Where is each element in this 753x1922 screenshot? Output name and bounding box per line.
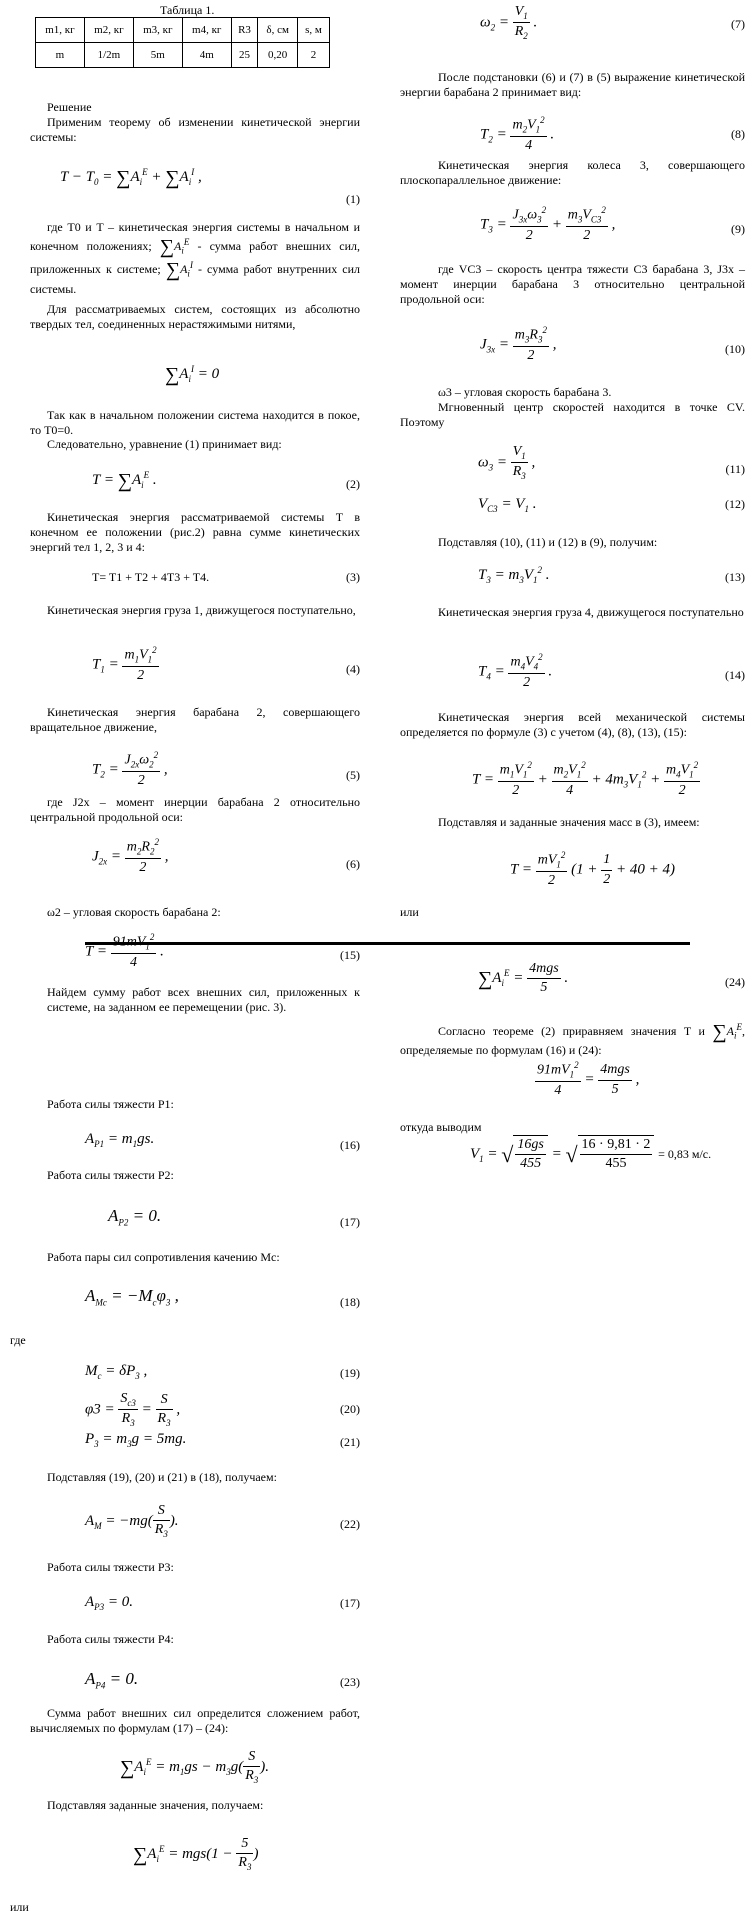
formula-v1: $V_1$ = √ $\frac{16gs}{455}$ = √ $\frac{16 \cdot 9,81 \cdot 2}{455}$ = 0,83 м/с. (470, 1135, 711, 1173)
td-delta: 0,20 (258, 43, 298, 68)
eq-num-21: (21) (340, 1435, 360, 1449)
eq-num-9: (9) (731, 222, 745, 236)
para-subst-masses: Подставляя и заданные значения масс в (3), имеем: (438, 815, 700, 829)
formula-T-total: T = $\frac{m_1V_1^2}{2}$ + $\frac{m_2V_1^2}{4}$ + $4m_3V_1^2$ + $\frac{m_4V_1^2}{2}$ (472, 760, 699, 799)
formula-23: $A_{P4} = 0$. (85, 1669, 139, 1691)
para-hence: откуда выводим (400, 1120, 482, 1134)
eq-num-17a: (17) (340, 1215, 360, 1229)
formula-11: $\omega_3$ = $\frac{V_1}{R_3}$ , (478, 444, 536, 482)
eq-num-15: (15) (340, 948, 360, 962)
para-consequently: Следовательно, уравнение (1) принимает вид: (47, 437, 282, 451)
formula-9: $T_3$ = $\frac{J_{3x}\omega_3^2}{2}$ + $\frac{m_3V_{C3}^2}{2}$ , (480, 205, 616, 244)
th-r3: R3 (231, 18, 258, 43)
table-row (36, 43, 330, 68)
formula-3: T= T1 + T2 + 4T3 + T4. (92, 570, 210, 584)
eq-num-18: (18) (340, 1295, 360, 1309)
formula-13: $T_3 = m_3V_1^2$ . (478, 565, 550, 585)
formula-16: $A_{P1} = m_1gs$. (85, 1131, 155, 1149)
formula-T-masses: T = $\frac{mV_1^2}{2}$ (1 + $\frac{1}{2}$ + 40 + 4) (510, 850, 675, 889)
td-r3: 25 (231, 43, 258, 68)
formula-4: $T_1$ = $\frac{m_1V_1^2}{2}$ (92, 645, 157, 684)
formula-15: T = $\frac{91mV_1^2}{4}$ . (85, 932, 164, 971)
para-rigid-bodies: Для рассматриваемых систем, состоящих из абсолютно твердых тел, соединенных нерастяжимыми нитями, (30, 302, 360, 331)
para-instant-center: Мгновенный центр скоростей находится в точке CV. Поэтому (400, 400, 745, 429)
eq-num-22: (22) (340, 1517, 360, 1531)
th-m3: m3, кг (133, 18, 182, 43)
td-m3: 5m (133, 43, 182, 68)
eq-num-5: (5) (346, 768, 360, 782)
formula-21: $P_3 = m_3g = 5mg$. (85, 1431, 187, 1449)
formula-2: $T = \sum A_i^E$ . (92, 470, 157, 492)
para-rest: Так как в начальном положении система находится в покое, то T0=0. (30, 408, 360, 437)
eq-num-24: (24) (725, 975, 745, 989)
td-m1: m (36, 43, 85, 68)
eq-num-12: (12) (725, 497, 745, 511)
formula-internal-zero: $\sum A_i^I = 0$ (165, 364, 220, 386)
para-subst-values: Подставляя заданные значения, получаем: (47, 1798, 264, 1812)
th-s: s, м (298, 18, 330, 43)
table-header-row (36, 18, 330, 43)
formula-14: $T_4$ = $\frac{m_4V_4^2}{2}$ . (478, 652, 553, 691)
eq-num-19: (19) (340, 1366, 360, 1380)
para-j2x: где J2x – момент инерции барабана 2 относительно центральной продольной оси: (30, 795, 360, 824)
para-body1: Кинетическая энергия груза 1, движущегося поступательно, (47, 603, 356, 617)
eq-num-2: (2) (346, 477, 360, 491)
th-m2: m2, кг (84, 18, 133, 43)
para-subst-10-12: Подставляя (10), (11) и (12) в (9), получим: (438, 535, 658, 549)
para-after-sub: После подстановки (6) и (7) в (5) выражение кинетической энергии барабана 2 принимает вид: (400, 70, 745, 99)
formula-17b: $A_{P3} = 0$. (85, 1594, 134, 1612)
formula-6: $J_{2x}$ = $\frac{m_2R_2^2}{2}$ , (92, 837, 169, 876)
para-work-p3: Работа силы тяжести P3: (47, 1560, 174, 1574)
formula-10: $J_{3x}$ = $\frac{m_3R_3^2}{2}$ , (480, 325, 557, 364)
eq-num-4: (4) (346, 662, 360, 676)
eq-num-8: (8) (731, 127, 745, 141)
para-omega2: ω2 – угловая скорость барабана 2: (47, 905, 221, 919)
eq-num-20: (20) (340, 1402, 360, 1416)
para-work-sum: Найдем сумму работ всех внешних сил, приложенных к системе, на заданном ее перемещении (рис. 3). (47, 985, 360, 1014)
formula-19: $M_c = \delta P_3$ , (85, 1363, 148, 1381)
eq-num-13: (13) (725, 570, 745, 584)
page-divider (85, 942, 690, 945)
para-omega3: ω3 – угловая скорость барабана 3. (438, 385, 612, 399)
formula-7: $\omega_2$ = $\frac{V_1}{R_2}$ . (480, 4, 538, 42)
formula-equate: $\frac{91mV_1^2}{4}$ = $\frac{\text{4mgs}}{5}$ , (537, 1060, 640, 1099)
para-work-mc: Работа пары сил сопротивления качению Mc: (47, 1250, 280, 1264)
formula-work-sum: $\sum A_i^E = m_1gs - m_3g$( $\frac{S}{R_3}$ ). (120, 1749, 270, 1785)
solution-heading: Решение (47, 100, 92, 114)
th-m4: m4, кг (182, 18, 231, 43)
para-work-p2: Работа силы тяжести P2: (47, 1168, 174, 1182)
eq-num-1: (1) (346, 192, 360, 206)
formula-17a: $A_{P2} = 0$. (108, 1206, 162, 1228)
eq-num-10: (10) (725, 342, 745, 356)
para-body4: Кинетическая энергия груза 4, движущегося поступательно (438, 605, 744, 619)
eq-num-11: (11) (725, 462, 745, 476)
para-where-t0: где T0 и T – кинетическая энергия системы в начальном и конечном положениях; $\sum A_i^E$ - сумма работ внешних сил, приложенных к системе; $\sum A_i^I$ - сумма работ внутренних сил системы. (30, 220, 361, 296)
table-caption: Таблица 1. (160, 3, 215, 17)
td-m4: 4m (182, 43, 231, 68)
eq-num-23: (23) (340, 1675, 360, 1689)
th-delta: δ, см (258, 18, 298, 43)
word-gde: где (10, 1333, 26, 1347)
data-table (35, 17, 330, 68)
formula-22: $A_M = -mg$( $\frac{S}{R_3}$ ). (85, 1503, 179, 1539)
para-body2: Кинетическая энергия барабана 2, совершающего вращательное движение, (30, 705, 360, 734)
para-total-energy: Кинетическая энергия рассматриваемой системы T в конечном ее положении (рис.2) равна сумме кинетических энергий тел 1, 2, 3 и 4: (30, 510, 360, 554)
formula-8: $T_2$ = $\frac{m_2V_1^2}{4}$ . (480, 115, 555, 154)
para-work-p1: Работа силы тяжести P1: (47, 1097, 174, 1111)
formula-work-values: $\sum A_i^E = mgs(1$ − $\frac{5}{R_3}$ ) (133, 1836, 259, 1872)
eq-num-16: (16) (340, 1138, 360, 1152)
para-equate: Согласно теореме (2) приравняем значения T и $\sum A_i^E$, определяемые по формулам (16) и (24): (400, 1021, 746, 1058)
word-ili-right: или (400, 905, 419, 919)
para-vc3: где VC3 – скорость центра тяжести C3 барабана 3, J3x – момент инерции барабана 3 относительно центральной продольной оси: (400, 262, 745, 306)
eq-num-17b: (17) (340, 1596, 360, 1610)
eq-num-14: (14) (725, 668, 745, 682)
para-work-p4: Работа силы тяжести P4: (47, 1632, 174, 1646)
eq-num-3: (3) (346, 570, 360, 584)
para-body3: Кинетическая энергия колеса 3, совершающего плоскопараллельное движение: (400, 158, 745, 187)
formula-24: $\sum A_i^E$ = $\frac{\text{4mgs}}{5}$ . (478, 961, 569, 996)
para-total-system: Кинетическая энергия всей механической системы определяется по формуле (3) с учетом (4), (8), (13), (15): (400, 710, 745, 739)
td-s: 2 (298, 43, 330, 68)
eq-num-7: (7) (731, 17, 745, 31)
para-work-total: Сумма работ внешних сил определится сложением работ, вычисляемых по формулам (17) – (24): (30, 1706, 360, 1735)
formula-18: $A_{Mc} = -M_c\varphi_3$ , (85, 1286, 179, 1308)
th-m1: m1, кг (36, 18, 85, 43)
word-ili-left: или (10, 1900, 29, 1914)
td-m2: 1/2m (84, 43, 133, 68)
para-theorem: Применим теорему об изменении кинетической энергии системы: (30, 115, 360, 144)
formula-20: φ3 = $\frac{S_{c3}}{R_3}$ = $\frac{S}{R_3}$ , (85, 1391, 181, 1429)
formula-12: $V_{C3} = V_1$ . (478, 496, 537, 514)
formula-1: $T - T_0 = \sum A_i^E + \sum A_i^I$ , (60, 167, 202, 189)
para-subst-19-21: Подставляя (19), (20) и (21) в (18), получаем: (47, 1470, 277, 1484)
eq-num-6: (6) (346, 857, 360, 871)
formula-5: $T_2$ = $\frac{J_{2x}\omega_2^2}{2}$ , (92, 750, 168, 789)
